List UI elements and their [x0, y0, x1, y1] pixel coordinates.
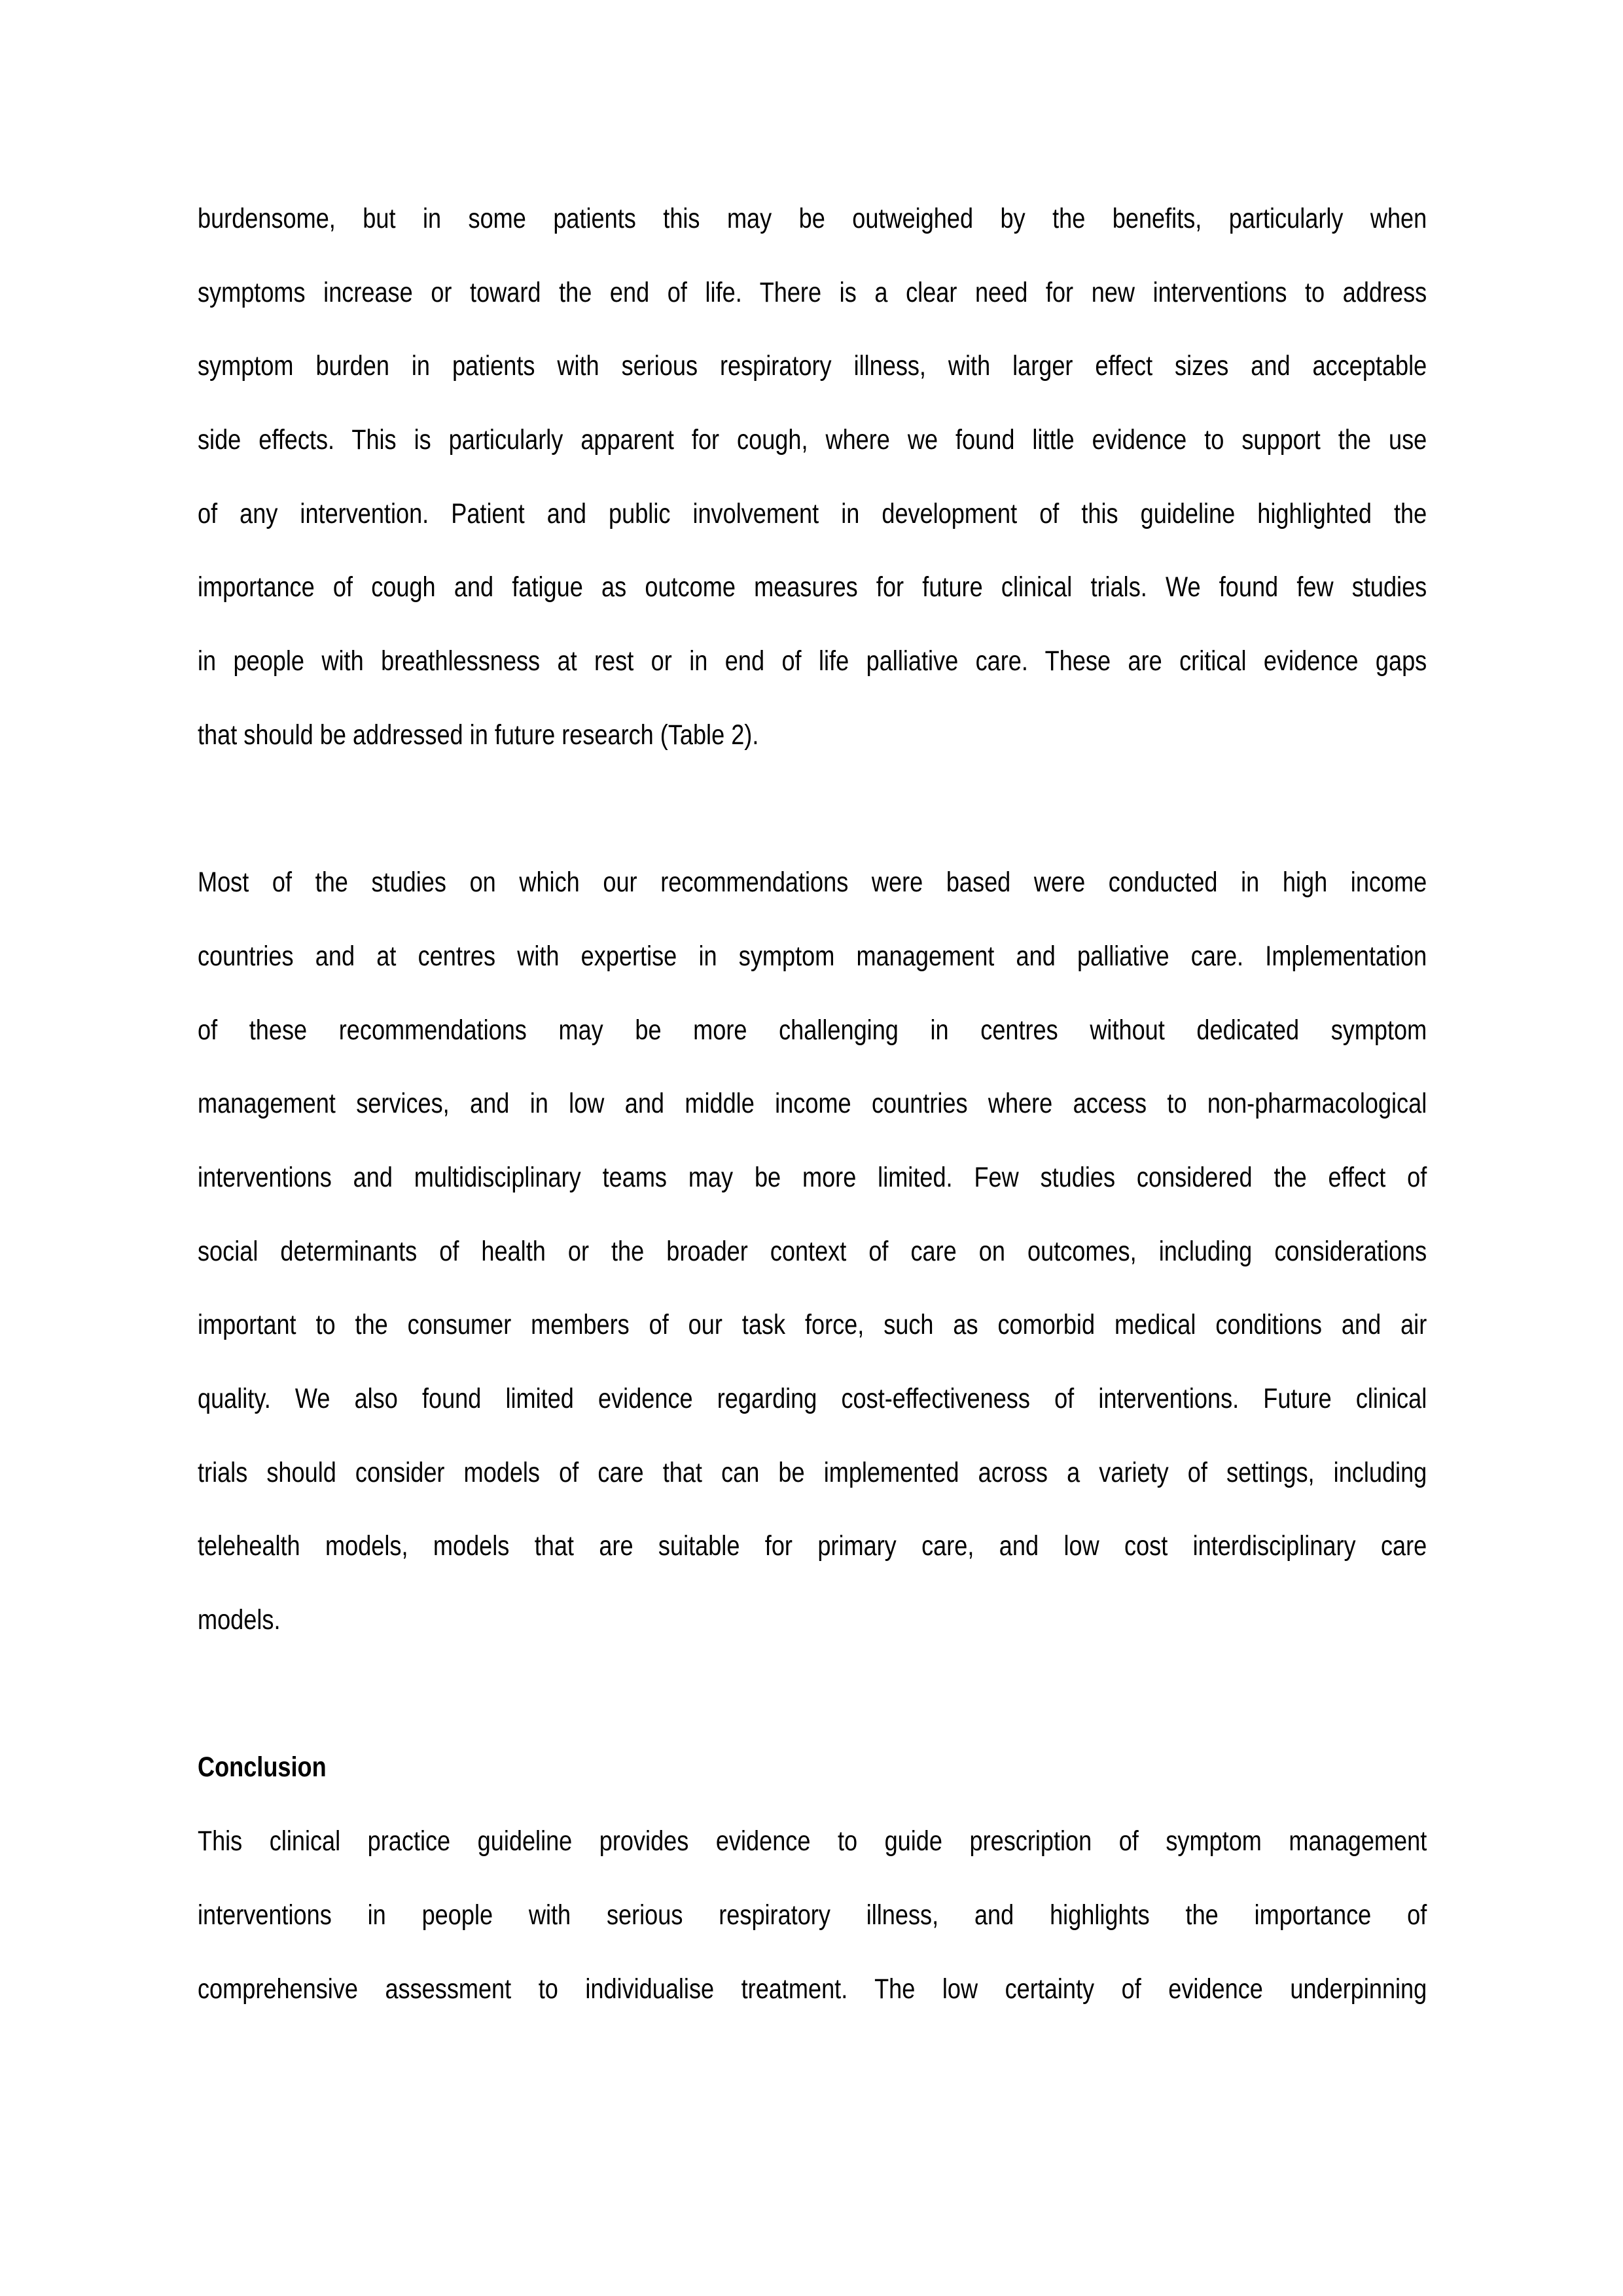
text-line: This clinical practice guideline provides evidence to guide prescription of symptom management: [198, 1825, 1427, 1857]
text-line: burdensome, but in some patients this may be outweighed by the benefits, particularly when: [198, 203, 1427, 234]
text-line: in people with breathlessness at rest or in end of life palliative care. These are critical evidence gaps: [198, 645, 1427, 677]
paragraph-research-gaps: [198, 182, 1427, 772]
text-line: interventions in people with serious respiratory illness, and highlights the importance of: [198, 1899, 1427, 1931]
text-line: importance of cough and fatigue as outcome measures for future clinical trials. We found few studies: [198, 571, 1427, 603]
text-line: important to the consumer members of our task force, such as comorbid medical conditions and air: [198, 1309, 1427, 1341]
text-line: models.: [198, 1604, 281, 1636]
paragraph-implementation: [198, 846, 1427, 1657]
text-line: of any intervention. Patient and public involvement in development of this guideline highlighted the: [198, 497, 1427, 529]
text-line: that should be addressed in future research (Table 2).: [198, 719, 759, 751]
text-line: countries and at centres with expertise in symptom management and palliative care. Implementation: [198, 940, 1427, 972]
paragraph-spacer: [198, 1657, 1427, 1731]
text-line: symptom burden in patients with serious respiratory illness, with larger effect sizes and acceptable: [198, 350, 1427, 382]
text-line: symptoms increase or toward the end of life. There is a clear need for new interventions to address: [198, 276, 1427, 308]
text-line: quality. We also found limited evidence regarding cost-effectiveness of interventions. Future clinical: [198, 1383, 1427, 1414]
text-line: telehealth models, models that are suitable for primary care, and low cost interdisciplinary care: [198, 1530, 1427, 1562]
text-line: social determinants of health or the broader context of care on outcomes, including considerations: [198, 1235, 1427, 1267]
text-line: management services, and in low and middle income countries where access to non-pharmacological: [198, 1088, 1427, 1120]
section-conclusion: [198, 1731, 1427, 2026]
text-column: [198, 182, 1427, 2026]
paragraph-spacer: [198, 772, 1427, 846]
text-line: of these recommendations may be more challenging in centres without dedicated symptom: [198, 1014, 1427, 1046]
text-line: interventions and multidisciplinary teams may be more limited. Few studies considered the effect of: [198, 1161, 1427, 1193]
section-heading: Conclusion: [198, 1751, 327, 1784]
text-line: Most of the studies on which our recommendations were based were conducted in high income: [198, 867, 1427, 899]
text-line: comprehensive assessment to individualise treatment. The low certainty of evidence underpinning: [198, 1973, 1427, 2005]
text-line: side effects. This is particularly apparent for cough, where we found little evidence to support the use: [198, 424, 1427, 456]
text-line: trials should consider models of care that can be implemented across a variety of settings, including: [198, 1456, 1427, 1488]
